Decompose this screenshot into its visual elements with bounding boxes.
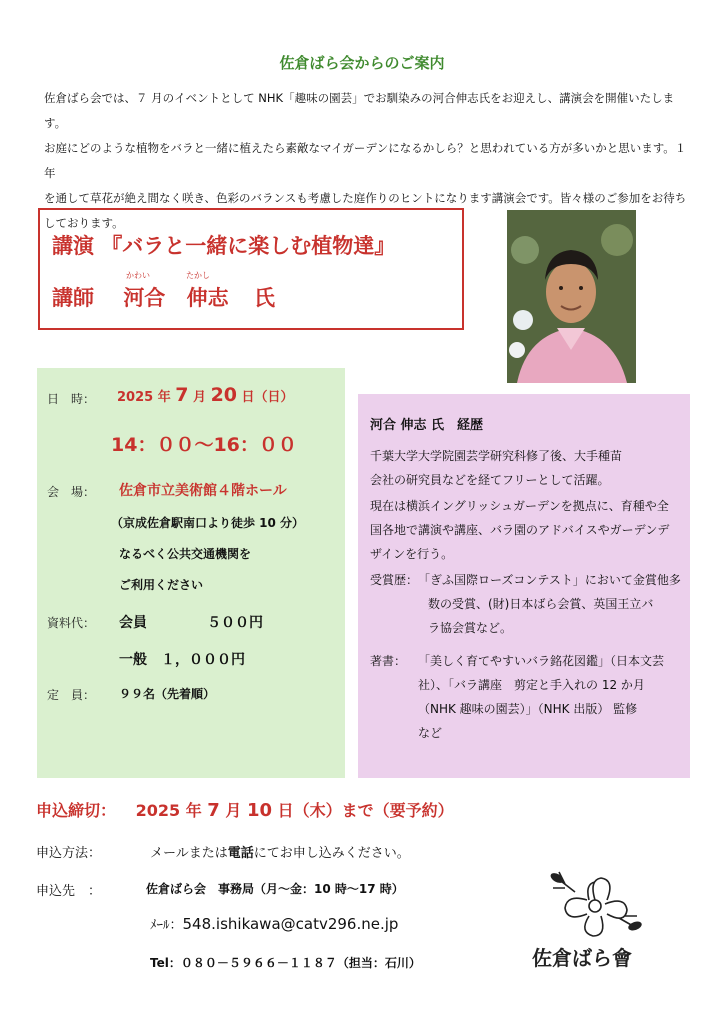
date-weekday: 日（日） bbox=[241, 390, 294, 405]
date-day: 20 bbox=[210, 384, 238, 406]
logo-text: 佐倉ばら會 bbox=[532, 946, 632, 970]
transport-note-2: ご利用ください bbox=[119, 578, 204, 592]
mail-line bbox=[150, 914, 398, 933]
rose-icon bbox=[545, 866, 645, 944]
books-text bbox=[418, 649, 664, 745]
method-pre: メールまたは bbox=[150, 846, 228, 861]
capacity-label: 定 員： bbox=[47, 688, 96, 702]
lecturer-suffix: 氏 bbox=[253, 286, 275, 310]
text-line: ラ協会賞など。 bbox=[428, 621, 513, 635]
deadline-line bbox=[36, 798, 454, 821]
event-details-panel bbox=[37, 368, 345, 778]
career-title: 河合 伸志 氏 経歴 bbox=[370, 418, 484, 433]
awards-text bbox=[418, 568, 681, 640]
venue-name: 佐倉市立美術館４階ホール bbox=[119, 483, 287, 499]
intro-line: しております。 bbox=[44, 216, 124, 230]
method-label: 申込方法： bbox=[36, 846, 102, 861]
text-line: 「美しく育てやすいバラ銘花図鑑」（日本文芸 bbox=[418, 654, 665, 668]
text-line: （NHK 趣味の園芸）」（NHK 出版） 監修 bbox=[418, 702, 638, 716]
deadline-suffix: 日（木）まで（要予約） bbox=[277, 801, 454, 820]
text-line: 現在は横浜イングリッシュガーデンを拠点に、育種や全 bbox=[370, 499, 669, 513]
lecturer-label: 講師 bbox=[52, 286, 94, 310]
mail-address[interactable]: 548.ishikawa@catv296.ne.jp bbox=[182, 915, 399, 933]
text-line: 「ぎふ国際ローズコンテスト」において金賞他多 bbox=[418, 573, 681, 587]
lecturer-surname: 河合 bbox=[123, 286, 166, 310]
date-month: 7 bbox=[175, 384, 189, 406]
text-line: ザインを行う。 bbox=[370, 547, 454, 561]
date-year: 2025 年 bbox=[117, 390, 171, 405]
deadline-label: 申込締切： bbox=[36, 801, 117, 820]
destination-label: 申込先 ： bbox=[36, 884, 102, 899]
date-label: 日 時： bbox=[47, 392, 96, 406]
ruby-given: たかし bbox=[186, 271, 210, 280]
capacity-value: ９９名（先着順） bbox=[119, 687, 216, 701]
event-date bbox=[117, 384, 294, 406]
tel-line bbox=[150, 954, 421, 971]
deadline-year: 2025 年 bbox=[135, 801, 202, 820]
speaker-photo bbox=[507, 210, 636, 383]
intro-line: お庭にどのような植物をバラと一緒に植えたら素敵なマイガーデンになるかしら？と思われている方が多いかと思います。１ 年 bbox=[44, 141, 687, 180]
lecture-title: 講演 『バラと一緒に楽しむ植物達』 bbox=[52, 234, 396, 258]
intro-line: 佐倉ばら会では、７ 月のイベントとして NHK「趣味の園芸」でお馴染みの河合伸志氏をお迎えし、講演会を開催いたします。 bbox=[44, 91, 675, 130]
venue-access: （京成佐倉駅南口より徒歩 10 分） bbox=[111, 516, 305, 530]
books-label: 著書： bbox=[370, 654, 407, 668]
text-line: 千葉大学大学院園芸学研究科修了後、大手種苗 bbox=[370, 449, 623, 463]
text-line: 数の受賞、(財)日本ばら会賞、英国王立バ bbox=[428, 597, 654, 611]
tel-label: Tel： bbox=[150, 956, 181, 970]
mail-label: ﾒｰﾙ： bbox=[150, 918, 183, 933]
intro-line: を通して草花が絶え間なく咲き、色彩のバランスも考慮した庭作りのヒントになります講演会です。皆々様のご参加をお待ち bbox=[44, 191, 687, 205]
deadline-day: 10 bbox=[246, 800, 273, 821]
page-title: 佐倉ばら会からのご案内 bbox=[279, 54, 445, 72]
destination-text: 佐倉ばら会 事務局（月～金：10 時～17 時） bbox=[146, 882, 404, 896]
date-month-unit: 月 bbox=[193, 390, 207, 405]
method-text bbox=[150, 842, 410, 861]
fee-general-label: 一般 bbox=[119, 652, 147, 668]
tel-number[interactable]: ０８０－５９６６－１１８７（担当：石川） bbox=[180, 956, 421, 970]
fee-label: 資料代： bbox=[47, 616, 96, 630]
text-line: 会社の研究員などを経てフリーとして活躍。 bbox=[370, 473, 610, 487]
method-post: にてお申し込みください。 bbox=[253, 846, 410, 861]
deadline-month: 7 bbox=[207, 800, 220, 821]
method-bold: 電話 bbox=[227, 846, 254, 861]
lecturer-given: 伸志 bbox=[186, 286, 229, 310]
fee-general: １，０００円 bbox=[161, 652, 245, 668]
transport-note: なるべく公共交通機関を bbox=[119, 547, 252, 561]
speaker-portrait bbox=[507, 210, 636, 383]
lecturer-line bbox=[52, 282, 275, 312]
fee-member-label: 会員 bbox=[119, 615, 147, 631]
lecture-box bbox=[38, 208, 464, 330]
ruby-surname: かわい bbox=[126, 271, 150, 280]
venue-label: 会 場： bbox=[47, 485, 96, 499]
career-panel bbox=[358, 394, 690, 778]
career-paragraph-2 bbox=[370, 494, 669, 566]
text-line: 国各地で講演や講座、バラ園のアドバイスやガーデンデ bbox=[370, 523, 670, 537]
awards-label: 受賞歴： bbox=[370, 573, 419, 587]
text-line: など bbox=[418, 726, 443, 740]
fee-member: ５００円 bbox=[207, 615, 263, 631]
text-line: 社）、「バラ講座 剪定と手入れの 12 か月 bbox=[418, 678, 645, 692]
deadline-month-unit: 月 bbox=[225, 801, 242, 820]
career-paragraph-1 bbox=[370, 444, 622, 492]
event-time: 14：００～16：００ bbox=[111, 434, 297, 456]
